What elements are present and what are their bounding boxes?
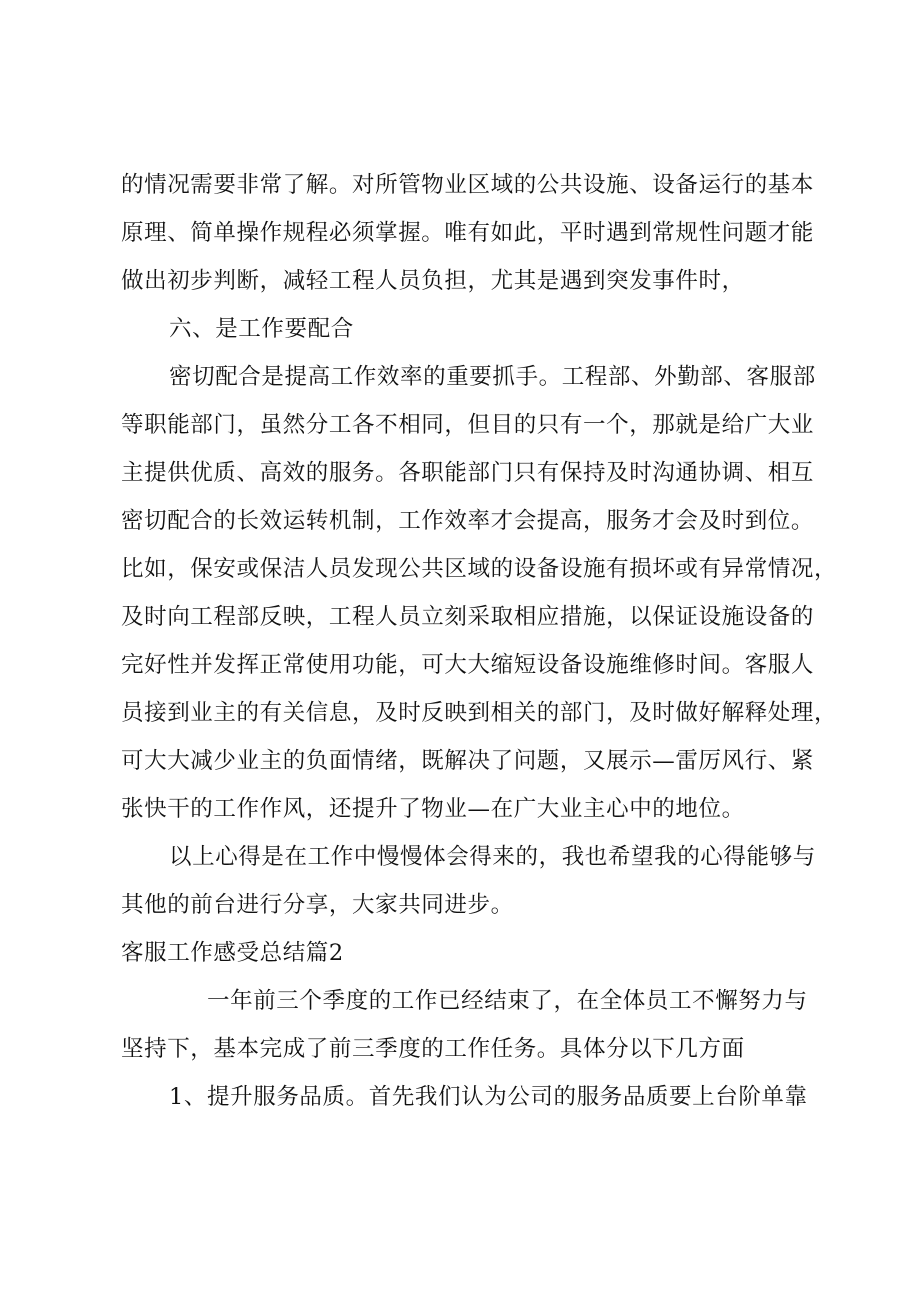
section-heading-six: 六、是工作要配合 [169,316,354,342]
text-line-14: 张快干的工作作风，还提升了物业—在广大业主心中的地位。 [121,796,745,822]
text-line-6: 等职能部门，虽然分工各不相同，但目的只有一个，那就是给广大业 [121,412,815,438]
text-line-15: 以上心得是在工作中慢慢体会得来的，我也希望我的心得能够与 [169,844,816,870]
text-line-18: 一年前三个季度的工作已经结束了，在全体员工不懈努力与 [207,988,808,1014]
text-line-16: 其他的前台进行分享，大家共同进步。 [121,892,514,918]
text-line-1: 的情况需要非常了解。对所管物业区域的公共设施、设备运行的基本 [121,172,815,198]
text-line-8: 密切配合的长效运转机制，工作效率才会提高，服务才会及时到位。 [121,508,815,534]
text-line-10: 及时向工程部反映，工程人员立刻采取相应措施，以保证设施设备的 [121,604,815,630]
text-line-19: 坚持下，基本完成了前三季度的工作任务。具体分以下几方面 [121,1036,745,1062]
text-line-11: 完好性并发挥正常使用功能，可大大缩短设备设施维修时间。客服人 [121,652,815,678]
text-line-3: 做出初步判断，减轻工程人员负担，尤其是遇到突发事件时， [121,268,745,294]
text-line-13: 可大大减少业主的负面情绪，既解决了问题，又展示—雷厉风行、紧 [121,748,815,774]
section-title-part2: 客服工作感受总结篇2 [121,940,344,966]
text-line-9: 比如，保安或保洁人员发现公共区域的设备设施有损坏或有异常情况， [121,556,838,582]
text-line-5: 密切配合是提高工作效率的重要抓手。工程部、外勤部、客服部 [169,364,816,390]
text-line-7: 主提供优质、高效的服务。各职能部门只有保持及时沟通协调、相互 [121,460,815,486]
text-line-12: 员接到业主的有关信息，及时反映到相关的部门，及时做好解释处理， [121,700,838,726]
text-line-2: 原理、简单操作规程必须掌握。唯有如此，平时遇到常规性问题才能 [121,220,815,246]
text-line-20: 1、提升服务品质。首先我们认为公司的服务品质要上台阶单靠 [169,1084,808,1110]
